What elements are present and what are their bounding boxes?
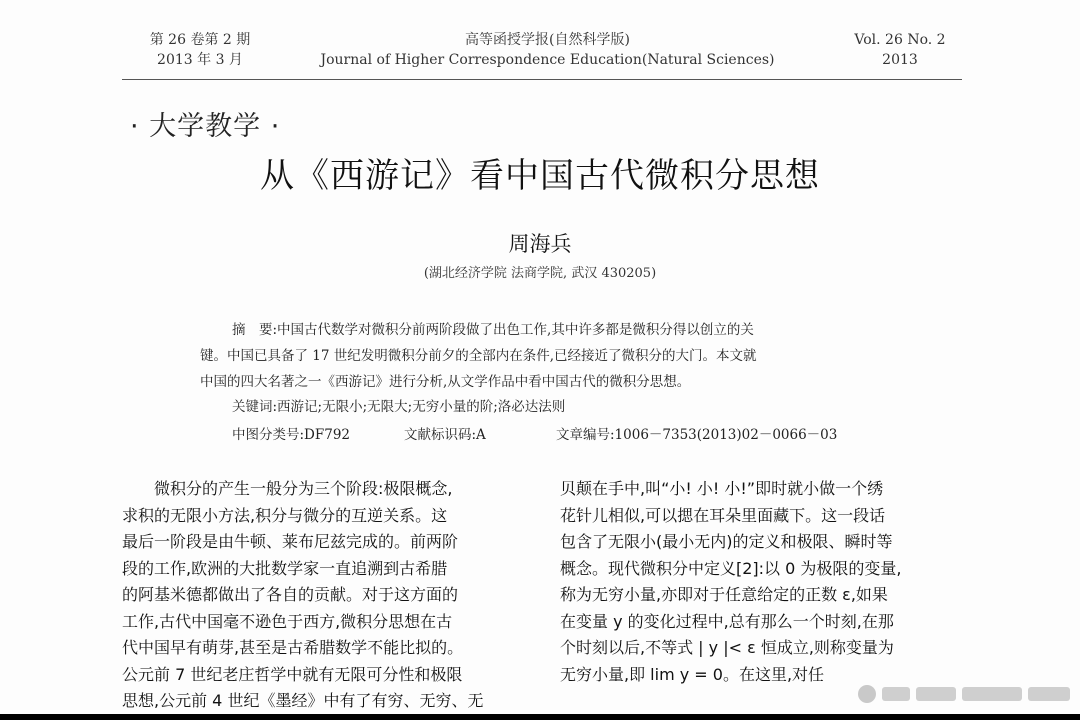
watermark-mark: [1028, 687, 1070, 701]
column-label: · 大学教学 ·: [130, 111, 281, 142]
abstract: [200, 317, 890, 395]
body-line: 称为无穷小量,亦即对于任意给定的正数 ε,如果: [560, 585, 888, 604]
header-rule: [122, 79, 962, 80]
watermark-mark: [962, 687, 1022, 701]
watermark-mark: [882, 687, 910, 701]
paper-affiliation: (湖北经济学院 法商学院, 武汉 430205): [423, 266, 657, 281]
body-line: 微积分的产生一般分为三个阶段:极限概念,: [122, 479, 453, 498]
document-code: 文献标识码:A: [404, 427, 486, 443]
body-line: 的阿基米德都做出了各自的贡献。对于这方面的: [122, 585, 459, 604]
body-line: 段的工作,欧洲的大批数学家一直追溯到古希腊: [122, 558, 448, 578]
body-line: 贝颠在手中,叫“小! 小! 小!”即时就小做一个绣: [560, 479, 884, 498]
body-line: 在变量 y 的变化过程中,总有那么一个时刻,在那: [560, 611, 894, 631]
paper-title: 从《西游记》看中国古代微积分思想: [260, 156, 820, 196]
watermark-logo-icon: [858, 685, 876, 703]
body-line: 无穷小量,即 lim y = 0。在这里,对任: [560, 664, 825, 684]
bottom-edge: [0, 714, 1080, 720]
abstract-line: 中国的四大名著之一《西游记》进行分析,从文学作品中看中国古代的微积分思想。: [200, 374, 691, 390]
header-vol-en: [830, 30, 970, 70]
body-line: 最后一阶段是由牛顿、莱布尼兹完成的。前两阶: [122, 532, 459, 551]
watermark-mark: [916, 687, 956, 701]
body-line: 包含了无限小(最小无内)的定义和极限、瞬时等: [560, 532, 893, 551]
body-line: 求积的无限小方法,积分与微分的互逆关系。这: [122, 505, 448, 525]
body-line: 公元前 7 世纪老庄哲学中就有无限可分性和极限: [122, 664, 463, 684]
watermark: [858, 683, 1078, 705]
abstract-line: 摘 要:中国古代数学对微积分前两阶段做了出色工作,其中许多都是微积分得以创立的关: [232, 322, 754, 338]
body-right-column: [560, 476, 970, 688]
header-journal-cn: 高等函授学报(自然科学版): [465, 32, 630, 48]
body-line: 工作,古代中国毫不逊色于西方,微积分思想在古: [122, 611, 453, 631]
body-line: 思想,公元前 4 世纪《墨经》中有了有穷、无穷、无: [122, 691, 484, 710]
header-vol-no: Vol. 26 No. 2: [854, 32, 946, 48]
header-year: 2013: [882, 52, 918, 68]
paper-author: 周海兵: [508, 232, 572, 256]
body-line: 代中国早有萌芽,甚至是古希腊数学不能比拟的。: [122, 638, 464, 657]
header-volume-issue: 第 26 卷第 2 期: [149, 32, 251, 48]
header-date: 2013 年 3 月: [157, 52, 243, 68]
article-number: 文章编号:1006－7353(2013)02－0066－03: [556, 427, 838, 443]
body-line: 个时刻以后,不等式 | y |< ε 恒成立,则称变量为: [560, 638, 894, 657]
keywords: 关键词:西游记;无限小;无限大;无穷小量的阶;洛必达法则: [232, 399, 566, 415]
header-journal-en: Journal of Higher Correspondence Education(Natural Sciences): [320, 52, 775, 68]
body-left-column: [122, 476, 527, 714]
clc-number: 中图分类号:DF792: [232, 427, 351, 443]
abstract-line: 键。中国已具备了 17 世纪发明微积分前夕的全部内在条件,已经接近了微积分的大门。本文就: [200, 348, 757, 364]
header-volume: [140, 30, 260, 70]
body-line: 概念。现代微积分中定义[2]:以 0 为极限的变量,: [560, 558, 902, 578]
header-journal: [300, 30, 795, 70]
body-line: 花针儿相似,可以揌在耳朵里面藏下。这一段话: [560, 505, 886, 525]
